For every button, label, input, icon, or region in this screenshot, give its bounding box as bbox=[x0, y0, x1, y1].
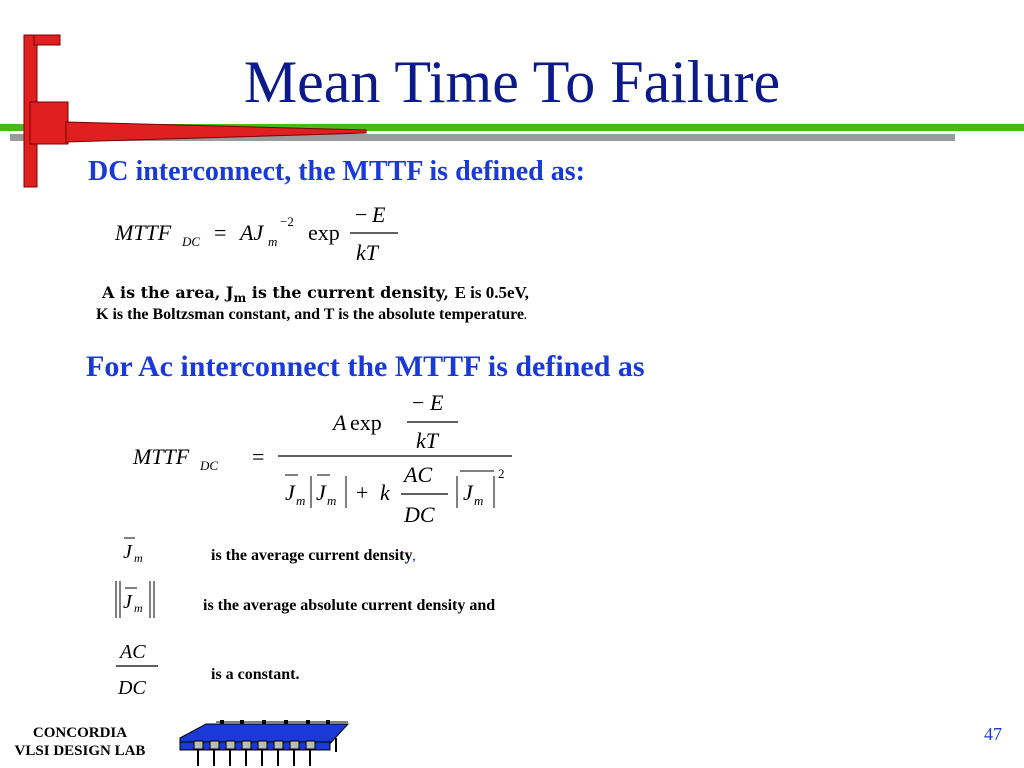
svg-text:−: − bbox=[355, 202, 368, 227]
svg-text:k: k bbox=[380, 480, 390, 505]
dc-note-text-b: is the current density, bbox=[246, 283, 455, 302]
svg-text:J: J bbox=[285, 480, 295, 505]
dc-note-text-c: E is 0.5eV, bbox=[454, 283, 529, 302]
chip-logo-icon bbox=[176, 716, 356, 768]
svg-text:m: m bbox=[268, 234, 278, 249]
svg-text:E: E bbox=[430, 390, 444, 415]
svg-text:+: + bbox=[356, 480, 369, 505]
svg-text:MTTF: MTTF bbox=[115, 220, 172, 245]
svg-text:MTTF: MTTF bbox=[133, 444, 190, 469]
svg-text:2: 2 bbox=[498, 466, 505, 481]
svg-text:exp: exp bbox=[308, 220, 340, 245]
lab-name bbox=[0, 724, 160, 760]
dc-note-line2-end: . bbox=[524, 310, 527, 322]
lab-name-line-1: CONCORDIA bbox=[32, 725, 128, 741]
definition-1 bbox=[211, 547, 415, 565]
svg-text:−2: −2 bbox=[280, 214, 294, 229]
ac-mttf-formula bbox=[128, 388, 528, 533]
svg-text:A: A bbox=[333, 410, 347, 435]
svg-text:DC: DC bbox=[182, 234, 201, 249]
svg-text:J: J bbox=[123, 541, 132, 563]
svg-text:−: − bbox=[412, 390, 425, 415]
svg-text:kT: kT bbox=[356, 240, 378, 265]
definition-3: is a constant. bbox=[211, 666, 300, 683]
svg-text:=: = bbox=[252, 444, 265, 469]
svg-text:AC: AC bbox=[404, 462, 433, 487]
definition-2: is the average absolute current density and bbox=[203, 597, 496, 614]
dc-note-line-1 bbox=[102, 283, 529, 305]
page-number: 47 bbox=[984, 724, 1002, 744]
abs-jm-bar-symbol bbox=[110, 578, 170, 624]
svg-text:m: m bbox=[474, 493, 484, 508]
dc-mttf-formula bbox=[110, 196, 430, 272]
definition-1-text: is the average current density bbox=[211, 547, 413, 564]
red-top-tab bbox=[34, 35, 60, 45]
svg-text:m: m bbox=[134, 601, 143, 615]
svg-text:m: m bbox=[296, 493, 306, 508]
slide-title: Mean Time To Failure bbox=[243, 49, 781, 115]
ac-heading: For Ac interconnect the MTTF is defined as bbox=[86, 350, 645, 383]
ac-dc-fraction-symbol bbox=[112, 630, 172, 700]
dc-note-line-2 bbox=[96, 306, 527, 324]
svg-text:E: E bbox=[372, 202, 386, 227]
dc-note-subscript: m bbox=[233, 291, 247, 306]
svg-text:J: J bbox=[123, 591, 132, 613]
svg-text:exp: exp bbox=[350, 410, 382, 435]
svg-text:m: m bbox=[327, 493, 337, 508]
svg-text:J: J bbox=[463, 480, 473, 505]
dc-heading: DC interconnect, the MTTF is defined as: bbox=[88, 156, 585, 187]
svg-text:=: = bbox=[214, 220, 227, 245]
svg-text:DC: DC bbox=[200, 458, 219, 473]
svg-text:kT: kT bbox=[416, 428, 438, 453]
lab-name-line-2: VLSI DESIGN LAB bbox=[14, 743, 146, 759]
svg-text:DC: DC bbox=[404, 502, 435, 527]
definition-1-end: , bbox=[412, 549, 416, 563]
svg-text:J: J bbox=[316, 480, 326, 505]
dc-note-text-a: A is the area, J bbox=[102, 283, 234, 302]
dc-note-line2-text: K is the Boltzsman constant, and T is the absolute temperature bbox=[96, 306, 525, 323]
svg-text:m: m bbox=[134, 551, 143, 565]
jm-bar-symbol bbox=[118, 532, 168, 566]
svg-text:DC: DC bbox=[118, 677, 146, 699]
svg-text:AC: AC bbox=[120, 641, 146, 663]
svg-text:AJ: AJ bbox=[240, 220, 264, 245]
